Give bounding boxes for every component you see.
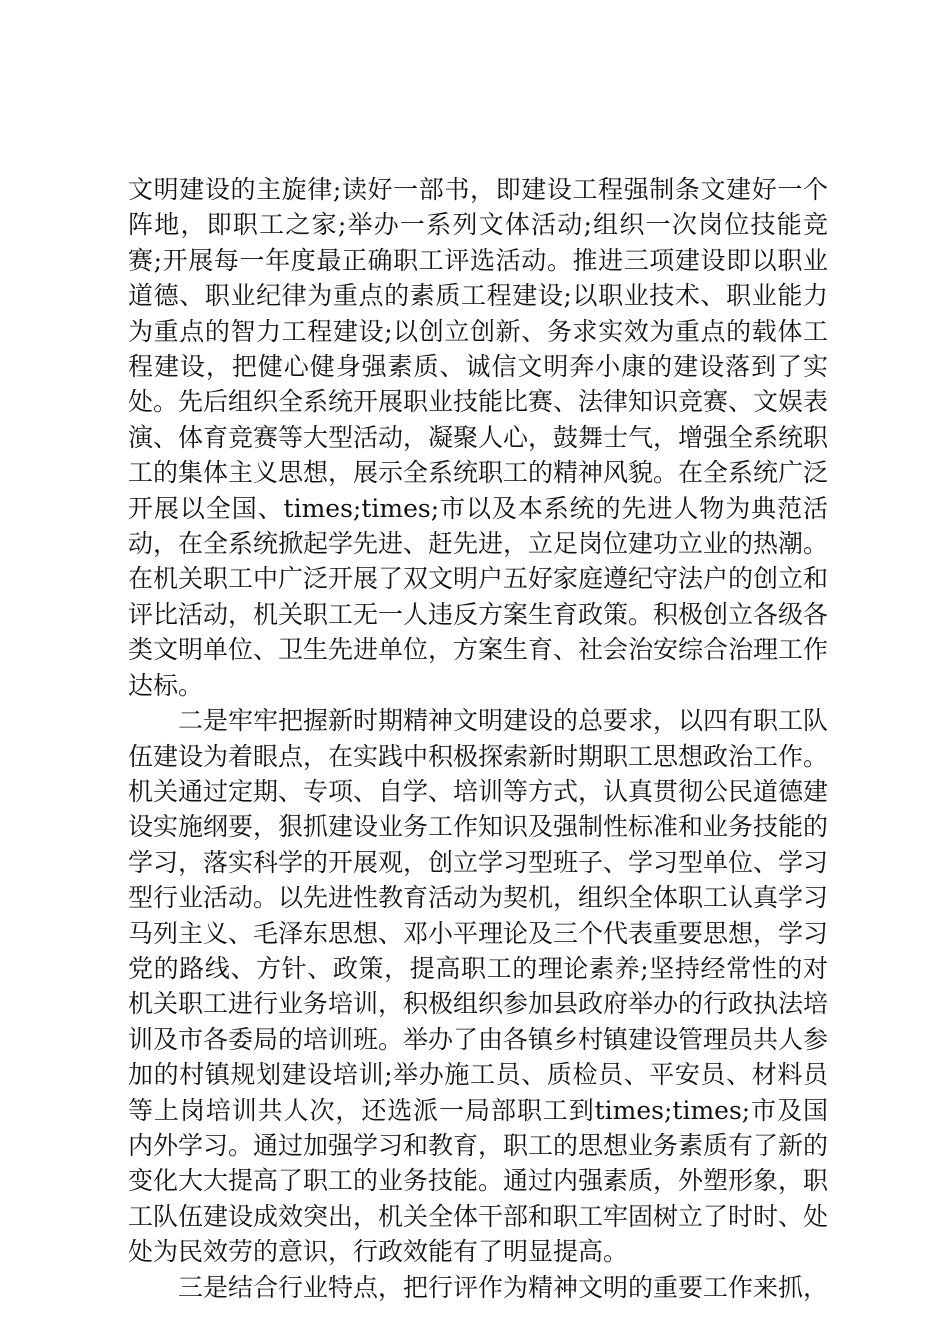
body-paragraph-3: 三是结合行业特点，把行评作为精神文明的重要工作来抓， <box>178 1272 829 1302</box>
body-paragraph-2: 二是牢牢把握新时期精神文明建设的总要求，以四有职工队伍建设为着眼点，在实践中积极探索新时期职工思想政治工作。机关通过定期、专项、自学、培训等方式，认真贯彻公民道德建设实施纲要，狠抓建设业务工作知识及强制性标准和业务技能的学习，落实科学的开展观，创立学习型班子、学习型单位、学习型行业活动。以先进性教育活动为契机，组织全体职工认真学习马列主义、毛泽东思想、邓小平理论及三个代表重要思想，学习党的路线、方针、政策，提高职工的理论素养;坚持经常性的对机关职工进行业务培训，积极组织参加县政府举办的行政执法培训及市各委局的培训班。举办了由各镇乡村镇建设管理员共人参加的村镇规划建设培训;举办施工员、质检员、平安员、材料员等上岗培训共人次，还选派一局部职工到times;times;市及国内外学习。通过加强学习和教育，职工的思想业务素质有了新的变化大大提高了职工的业务技能。通过内强素质，外塑形象，职工队伍建设成效突出，机关全体干部和职工牢固树立了时时、处处为民效劳的意识，行政效能有了明显提高。 <box>128 706 829 1267</box>
document-page <box>128 172 828 1305</box>
body-paragraph-1: 文明建设的主旋律;读好一部书，即建设工程强制条文建好一个阵地，即职工之家;举办一系列文体活动;组织一次岗位技能竞赛;开展每一年度最正确职工评选活动。推进三项建设即以职业道德、职业纪律为重点的素质工程建设;以职业技术、职业能力为重点的智力工程建设;以创立创新、务求实效为重点的载体工程建设，把健心健身强素质、诚信文明奔小康的建设落到了实处。先后组织全系统开展职业技能比赛、法律知识竞赛、文娱表演、体育竞赛等大型活动，凝聚人心，鼓舞士气，增强全系统职工的集体主义思想，展示全系统职工的精神风貌。在全系统广泛开展以全国、times;times;市以及本系统的先进人物为典范活动，在全系统掀起学先进、赶先进，立足岗位建功立业的热潮。在机关职工中广泛开展了双文明户五好家庭遵纪守法户的创立和评比活动，机关职工无一人违反方案生育政策。积极创立各级各类文明单位、卫生先进单位，方案生育、社会治安综合治理工作达标。 <box>128 175 829 700</box>
